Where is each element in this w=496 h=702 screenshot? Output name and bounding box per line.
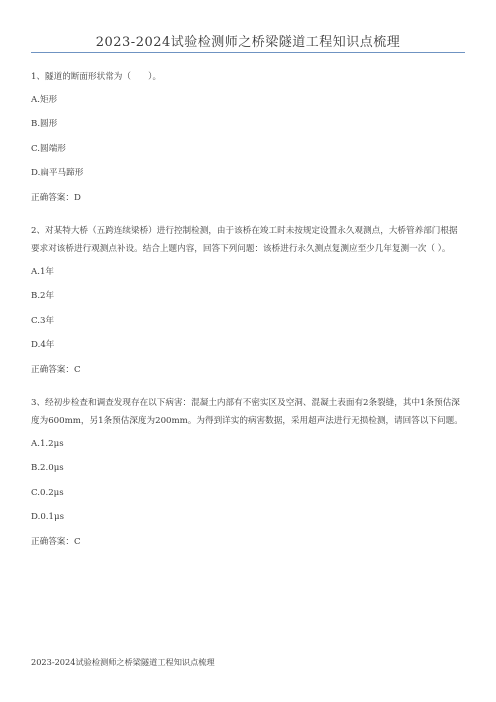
- question-list: [31, 68, 465, 566]
- question-1: [31, 68, 465, 204]
- option-d: D.0.1μs: [31, 512, 64, 522]
- option-b: B.圆形: [31, 119, 58, 129]
- option-b: B.2年: [31, 291, 55, 301]
- option-a: A.矩形: [31, 94, 58, 105]
- option-c: C.3年: [31, 315, 55, 326]
- correct-answer: 正确答案：C: [31, 364, 81, 375]
- correct-answer: 正确答案：D: [31, 192, 81, 203]
- option-a: A.1年: [31, 266, 54, 277]
- option-b: B.2.0μs: [31, 463, 64, 473]
- option-c: C.0.2μs: [31, 487, 64, 498]
- page-footer: 2023-2024试验检测师之桥梁隧道工程知识点梳理: [31, 657, 215, 667]
- option-a: A.1.2μs: [31, 438, 64, 449]
- correct-answer: 正确答案：C: [31, 536, 81, 547]
- option-d: D.扁平马蹄形: [31, 168, 84, 178]
- title-divider: [31, 52, 465, 53]
- option-c: C.圆端形: [31, 143, 66, 154]
- question-stem: 1、隧道的断面形状常为（ ）。: [31, 72, 162, 82]
- question-stem: 3、经初步检查和调查发现存在以下病害：混凝土内部有不密实区及空洞、混凝土表面有2条裂缝，其中1条预估深度为600mm，另1条预估深度为200mm。为得到详实的病害数据，采用超声法进行无损检测，请回答以下问题。: [31, 397, 463, 426]
- question-3: [31, 394, 465, 548]
- question-stem: 2、对某特大桥（五跨连续梁桥）进行控制检测，由于该桥在竣工时未按规定设置永久观测点，大桥管养部门根据要求对该桥进行观测点补设。结合上题内容，回答下列问题：该桥进行永久测点复测应至少几年复测一次（ ）。: [31, 225, 458, 254]
- document-title: 2023-2024试验检测师之桥梁隧道工程知识点梳理: [95, 35, 401, 50]
- option-d: D.4年: [31, 340, 55, 350]
- question-2: [31, 222, 465, 376]
